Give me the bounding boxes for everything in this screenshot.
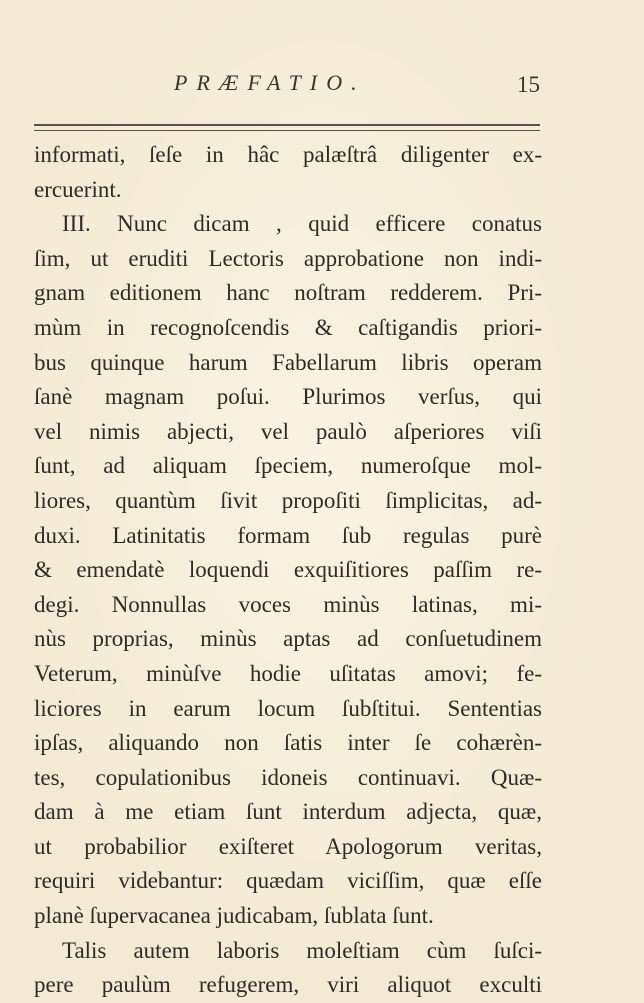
text-line: & emendatè loquendi exquiſitiores paſſim re- bbox=[34, 557, 542, 583]
text-line: requiri videbantur: quædam viciſſim, quæ eſſe bbox=[34, 868, 542, 894]
text-line: bus quinque harum Fabellarum libris operam bbox=[34, 349, 542, 375]
header-rule-thick bbox=[34, 124, 540, 126]
text-line: Talis autem laboris moleſtiam cùm ſuſci- bbox=[62, 937, 542, 963]
text-line: duxi. Latinitatis formam ſub regulas purè bbox=[34, 522, 542, 548]
text-line: III. Nunc dicam , quid efficere conatus bbox=[62, 211, 542, 237]
text-line: informati, ſeſe in hâc palæſtrâ diligenter ex- bbox=[34, 142, 542, 167]
text-line: ſunt, ad aliquam ſpeciem, numeroſque mol- bbox=[34, 453, 542, 479]
page-number: 15 bbox=[517, 72, 540, 97]
text-line: ercuerint. bbox=[34, 176, 122, 202]
text-line: planè ſupervacanea judicabam, ſublata ſunt. bbox=[34, 903, 434, 929]
text-line: ſanè magnam poſui. Plurimos verſus, qui bbox=[34, 384, 542, 410]
text-line: ipſas, aliquando non ſatis inter ſe cohærèn- bbox=[34, 730, 542, 756]
text-line: degi. Nonnullas voces minùs latinas, mi- bbox=[34, 591, 542, 617]
text-line: vel nimis abjecti, vel paulò aſperiores viſi bbox=[34, 418, 542, 444]
running-title: PRÆFATIO. bbox=[174, 70, 366, 95]
text-line: ſim, ut eruditi Lectoris approbatione non indi- bbox=[34, 245, 542, 271]
text-line: ut probabilior exiſteret Apologorum veritas, bbox=[34, 833, 542, 859]
text-line: nùs proprias, minùs aptas ad conſuetudinem bbox=[34, 626, 542, 652]
text-line: liores, quantùm ſivit propoſiti ſimplicitas, ad- bbox=[34, 487, 542, 513]
text-line: Veterum, minùſve hodie uſitatas amovi; fe- bbox=[34, 660, 542, 686]
text-line: dam à me etiam ſunt interdum adjecta, quæ, bbox=[34, 799, 542, 825]
text-line: mùm in recognoſcendis & caſtigandis priori- bbox=[34, 314, 542, 340]
header-rule-thin bbox=[34, 130, 540, 131]
text-line: pere paulùm refugerem, viri aliquot exculti bbox=[34, 972, 542, 998]
text-line: tes, copulationibus idoneis continuavi. Quæ- bbox=[34, 764, 542, 790]
text-line: gnam editionem hanc noſtram redderem. Pri- bbox=[34, 280, 542, 306]
running-head bbox=[0, 66, 644, 106]
text-line: liciores in earum locum ſubſtitui. Sententias bbox=[34, 695, 542, 721]
body-text bbox=[34, 138, 542, 1003]
